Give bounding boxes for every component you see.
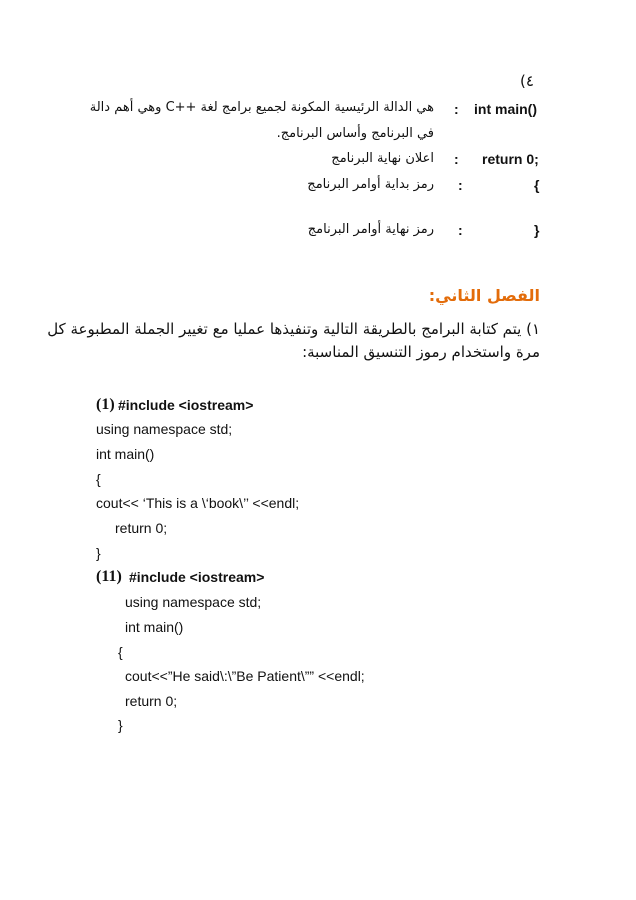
code-line: cout<< ‘This is a \‘book\’’ <<endl; xyxy=(96,495,300,511)
code-line: int main() xyxy=(96,446,155,462)
term-int-main: int main() xyxy=(474,101,537,117)
term-close-brace: } xyxy=(534,222,540,238)
section-heading: الفصل الثاني: xyxy=(428,286,540,305)
code-line: } xyxy=(96,545,101,561)
term-description: رمز نهاية أوامر البرنامج xyxy=(307,222,434,237)
term-description: اعلان نهاية البرنامج xyxy=(331,151,434,166)
program-label: (1) xyxy=(96,396,115,413)
term-colon: : xyxy=(458,177,463,193)
term-description: هي الدالة الرئيسية المكونة لجميع برامج لغة ++C وهي أهم دالة xyxy=(89,100,434,115)
code-line: #include <iostream> xyxy=(129,569,265,585)
instruction-text-cont: مرة واستخدام رموز التنسيق المناسبة: xyxy=(302,343,540,361)
code-line: #include <iostream> xyxy=(118,397,254,413)
term-colon: : xyxy=(454,151,459,167)
term-return: return 0; xyxy=(482,151,539,167)
code-line: using namespace std; xyxy=(96,421,233,437)
code-line: return 0; xyxy=(125,693,178,709)
code-line: return 0; xyxy=(115,520,168,536)
instruction-text: ١) يتم كتابة البرامج بالطريقة التالية وتنفيذها عمليا مع تغيير الجملة المطبوعة كل xyxy=(47,320,540,338)
term-colon: : xyxy=(454,101,459,117)
term-open-brace: { xyxy=(534,177,540,193)
code-line: int main() xyxy=(125,619,184,635)
code-line: { xyxy=(96,471,101,487)
program-label: (11) xyxy=(96,568,122,585)
term-description: رمز بداية أوامر البرنامج xyxy=(307,177,434,192)
list-item-number: ٤) xyxy=(520,72,534,90)
code-line: { xyxy=(118,644,123,660)
term-description-cont: في البرنامج وأساس البرنامج. xyxy=(276,126,434,141)
term-colon: : xyxy=(458,222,463,238)
code-line: } xyxy=(118,717,123,733)
code-line: cout<<”He said\:\”Be Patient\”” <<endl; xyxy=(125,668,365,684)
code-line: using namespace std; xyxy=(125,594,262,610)
